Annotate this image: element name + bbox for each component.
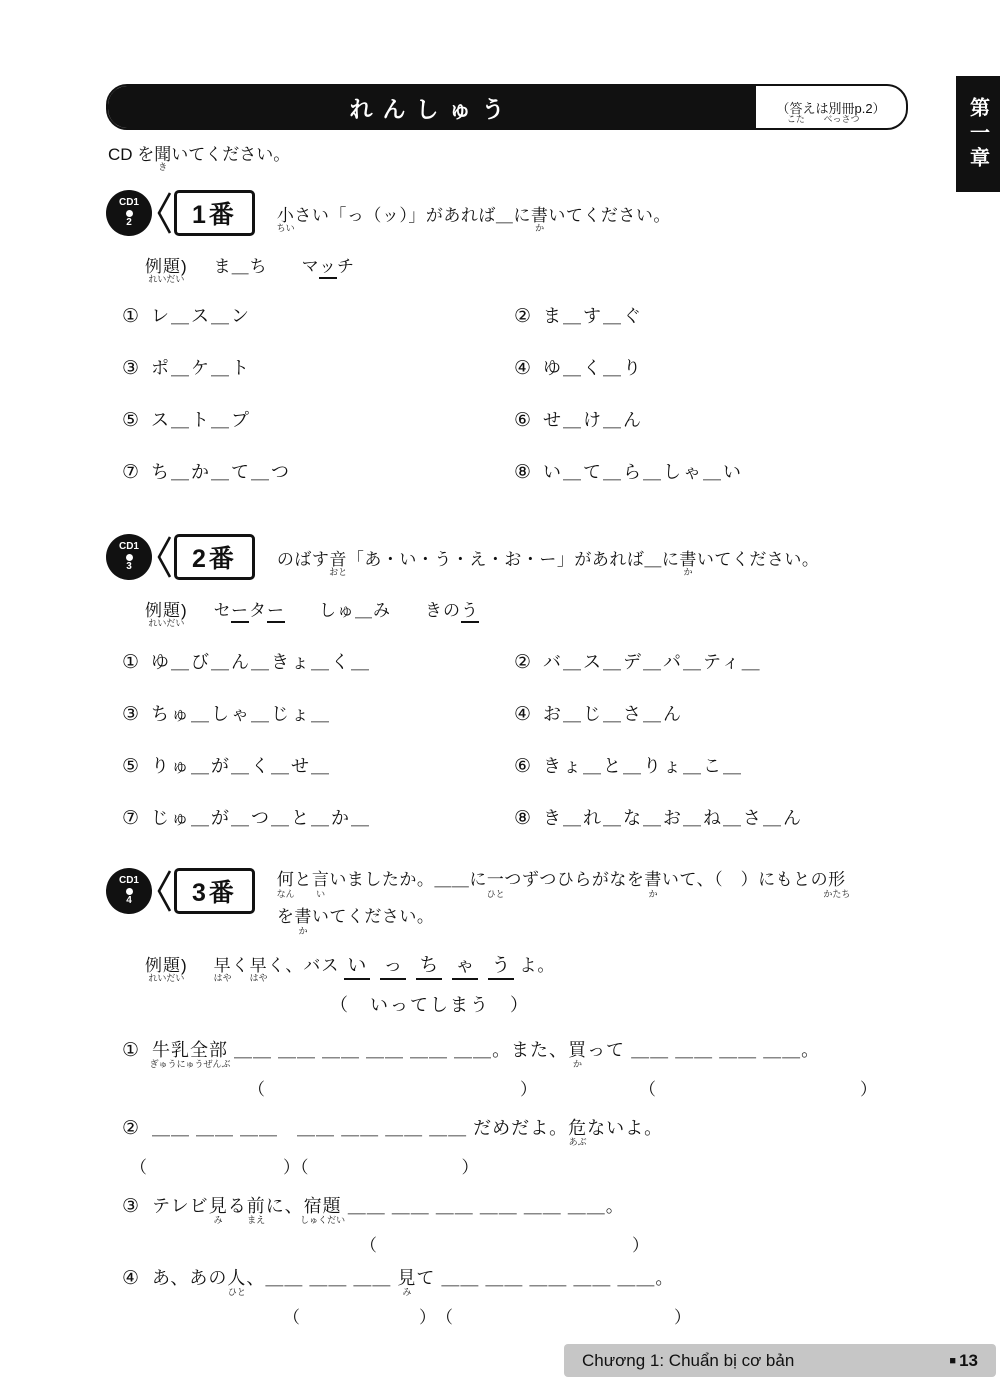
question-text: 。また、	[492, 1040, 569, 1060]
item-number: ⑦	[122, 808, 140, 829]
furigana: か	[683, 566, 693, 577]
example-marked-char: ッ	[319, 257, 337, 279]
item-number: ④	[514, 358, 532, 379]
ruby-word	[679, 545, 697, 577]
list-item	[514, 752, 912, 778]
question-base: 見	[397, 1268, 417, 1288]
question-text: テレビ	[152, 1196, 209, 1216]
exercise-number-box	[174, 190, 255, 236]
square-marker-icon: ■	[949, 1354, 957, 1367]
ruby-word	[823, 98, 860, 124]
furigana: しゅくだい	[300, 1215, 346, 1225]
cd-label: CD1	[118, 541, 139, 552]
section-1-example	[145, 252, 355, 284]
question-base: 宿題	[303, 1196, 342, 1216]
inst-text: つずつひらがなを	[504, 870, 645, 889]
ruby-word	[213, 951, 232, 983]
question-base: 前	[246, 1196, 266, 1216]
note-text: p.2）	[854, 100, 886, 116]
cd-label: CD1	[118, 197, 139, 208]
item-number: ①	[122, 1040, 141, 1061]
furigana: はや	[249, 973, 268, 983]
inst-base: 一	[486, 870, 505, 889]
cd-track-icon	[106, 534, 152, 580]
furigana: ぎゅうにゅうぜんぶ	[149, 1059, 231, 1069]
item-text: ちゅ＿しゃ＿じょ＿	[151, 704, 332, 724]
ruby-word	[249, 951, 268, 983]
item-text: レ＿ス＿ン	[151, 306, 252, 326]
inst-base: 書	[644, 870, 662, 889]
item-text: ま＿す＿ぐ	[543, 306, 644, 326]
intro-text: CD を	[108, 145, 155, 164]
note-base: 別冊	[828, 100, 855, 116]
list-item	[514, 648, 912, 674]
furigana: れいだい	[148, 618, 185, 628]
exercise-number-box	[174, 534, 255, 580]
example-base: 早	[213, 956, 232, 975]
item-number: ④	[122, 1268, 141, 1289]
example-word: しゅ＿み	[319, 601, 391, 620]
item-number: ④	[514, 704, 532, 725]
furigana: おと	[329, 566, 348, 577]
item-number: ⑥	[514, 410, 532, 431]
example-base: 早	[249, 956, 268, 975]
question-sentence	[122, 1266, 691, 1297]
question-base: 牛乳全部	[152, 1040, 229, 1060]
example-marked-char: う	[461, 601, 479, 623]
ruby-word	[568, 1116, 588, 1147]
example-text: よ。	[519, 956, 556, 975]
ruby-word	[486, 868, 505, 899]
ruby-word	[276, 201, 295, 233]
section-1-header	[106, 190, 671, 236]
question-text: 。	[605, 1196, 625, 1216]
section-3-example	[145, 950, 555, 1017]
question-text: って	[587, 1040, 626, 1060]
question-text: だめだよ。	[473, 1118, 569, 1138]
example-label	[145, 252, 188, 284]
answer-blanks: ＿＿ ＿＿ ＿＿ ＿＿ ＿＿	[435, 1268, 656, 1288]
furigana: れいだい	[148, 973, 185, 983]
inst-text: いてください。	[548, 205, 671, 225]
page-number: 13	[959, 1350, 978, 1370]
paren-answer-text: （ ） （ ）	[283, 1308, 691, 1327]
cd-track-icon	[106, 190, 152, 236]
section-2-items	[122, 648, 912, 830]
footer-bar	[564, 1344, 996, 1377]
question-text: に、	[265, 1196, 304, 1216]
connector-icon	[156, 190, 172, 236]
example-word: チ	[337, 257, 355, 276]
ruby-word	[568, 1038, 588, 1069]
ruby-word	[530, 201, 549, 233]
item-text: バ＿ス＿デ＿パ＿ティ＿	[543, 652, 762, 672]
ruby-word	[154, 140, 172, 172]
inst-base: 何	[276, 870, 295, 889]
answer-blanks: ＿＿ ＿＿ ＿＿ ＿＿ ＿＿ ＿＿	[341, 1196, 606, 1216]
question-text: て	[416, 1268, 436, 1288]
ruby-word	[644, 868, 662, 899]
furigana: か	[535, 222, 545, 233]
item-text: じゅ＿が＿つ＿と＿か＿	[151, 808, 372, 828]
furigana: なん	[276, 889, 295, 899]
example-label-text: 例題)	[145, 257, 188, 276]
inst-text: 「あ・い・う・え・お・ー」があれば＿に	[346, 549, 680, 569]
paren-answer-text: （ ）（ ）	[130, 1158, 479, 1177]
section-3-instruction	[276, 868, 851, 942]
item-number: ②	[514, 652, 532, 673]
inst-text: いましたか。＿＿に	[329, 870, 487, 889]
ruby-word	[208, 1194, 228, 1225]
question-base: 見	[208, 1196, 228, 1216]
exercise-number: 3番	[192, 879, 237, 907]
example-sentence	[145, 950, 556, 983]
list-item	[122, 804, 514, 830]
ruby-word	[246, 1194, 266, 1225]
item-text: りゅ＿が＿く＿せ＿	[151, 756, 332, 776]
exercise-number: 1番	[192, 201, 237, 229]
example-word: マ	[301, 257, 319, 276]
list-item	[122, 406, 514, 432]
item-number: ②	[514, 306, 532, 327]
item-number: ⑤	[122, 756, 140, 777]
example-word: きの	[425, 601, 461, 620]
section-2-header	[106, 534, 819, 580]
example-marked-char: ー	[267, 601, 285, 623]
answer-blanks: ＿＿ ＿＿ ＿＿ ＿＿	[625, 1040, 802, 1060]
answer-blanks: ＿＿ ＿＿ ＿＿ ＿＿	[278, 1118, 474, 1138]
example-word: セ	[213, 601, 231, 620]
list-item	[514, 406, 912, 432]
question-base: 買	[568, 1040, 588, 1060]
inst-base: 書	[679, 549, 697, 569]
ruby-word	[294, 905, 312, 936]
list-item	[514, 700, 912, 726]
connector-icon	[156, 868, 172, 914]
question-text: ないよ。	[587, 1118, 664, 1138]
note-base: 答	[789, 100, 803, 116]
question-1	[122, 1038, 877, 1100]
item-text: ポ＿ケ＿ト	[151, 358, 252, 378]
cd-hole	[126, 888, 133, 895]
example-word: タ	[249, 601, 267, 620]
section-1-instruction	[276, 201, 671, 233]
question-sentence	[122, 1194, 649, 1225]
item-text: お＿じ＿さ＿ん	[543, 704, 684, 724]
paren-answer-line	[283, 1303, 691, 1328]
ruby-word	[149, 1038, 231, 1069]
paren-answer-line	[248, 1075, 877, 1100]
furigana: み	[213, 1215, 223, 1225]
furigana: か	[573, 1059, 583, 1069]
inst-text: のばす	[276, 549, 330, 569]
page-title: れんしゅう	[349, 95, 515, 122]
item-text: ス＿ト＿プ	[151, 410, 252, 430]
chapter-tab	[956, 76, 1000, 192]
question-text: 。	[801, 1040, 821, 1060]
cd-label: CD1	[118, 875, 139, 886]
cd-track-number: 2	[126, 216, 132, 228]
ruby-word	[227, 1266, 247, 1297]
furigana: ひと	[227, 1287, 246, 1297]
inst-base: 言	[311, 870, 330, 889]
intro-base: 聞	[154, 145, 172, 164]
item-text: せ＿け＿ん	[543, 410, 644, 430]
list-item	[122, 354, 514, 380]
furigana: い	[316, 889, 326, 899]
ruby-word	[276, 868, 295, 899]
ruby-word	[823, 868, 851, 899]
question-sentence	[122, 1038, 877, 1069]
inst-base: 書	[530, 205, 549, 225]
example-marked-char: ー	[231, 601, 249, 623]
inst-text: いて、（ ）にもとの	[661, 870, 829, 889]
item-number: ①	[122, 306, 140, 327]
chapter-tab-label: 第一章	[966, 96, 989, 172]
item-number: ③	[122, 358, 140, 379]
page-number-group	[949, 1351, 978, 1371]
example-word: ま＿ち	[213, 257, 268, 276]
furigana: か	[298, 926, 308, 936]
list-item	[122, 302, 514, 328]
furigana: かたち	[823, 889, 851, 899]
inst-text: と	[294, 870, 312, 889]
instruction-line	[276, 868, 851, 899]
list-item	[122, 700, 514, 726]
question-text: 。	[655, 1268, 675, 1288]
note-paren-open: （	[776, 100, 790, 116]
furigana: き	[158, 162, 168, 172]
paren-answer-text: （ ）	[360, 1236, 649, 1255]
ruby-word	[329, 545, 348, 577]
paren-answer-text: （ ） （ ）	[248, 1080, 877, 1099]
footer-chapter-title: Chương 1: Chuẩn bị cơ bản	[582, 1350, 795, 1370]
question-2	[122, 1116, 663, 1178]
cd-hole	[126, 554, 133, 561]
inst-base: 音	[329, 549, 347, 569]
question-3	[122, 1194, 649, 1256]
example-written-answer: い っ ち ゃ う	[339, 956, 519, 975]
answer-reference-note	[756, 86, 906, 128]
intro-line	[108, 140, 291, 172]
instruction-line	[276, 905, 846, 936]
paren-answer-line	[130, 1153, 663, 1178]
item-text: ち＿か＿て＿つ	[151, 462, 292, 482]
inst-text: さい「っ（ッ）」があれば＿に	[294, 205, 531, 225]
item-text: ゆ＿く＿り	[543, 358, 644, 378]
cd-hole	[126, 210, 133, 217]
intro-text: いてください。	[171, 145, 291, 164]
item-number: ①	[122, 652, 140, 673]
item-number: ⑧	[514, 462, 532, 483]
page-title-bar	[108, 86, 756, 128]
section-1-items	[122, 302, 912, 484]
item-text: い＿て＿ら＿しゃ＿い	[543, 462, 744, 482]
question-text: 、	[246, 1268, 266, 1288]
inst-text: を	[276, 907, 295, 926]
item-number: ⑧	[514, 808, 532, 829]
list-item	[122, 648, 514, 674]
list-item	[514, 302, 912, 328]
exercise-number-box	[174, 868, 255, 914]
inst-base: 形	[828, 870, 846, 889]
question-sentence	[122, 1116, 664, 1147]
section-2-instruction	[276, 545, 820, 577]
item-number: ⑥	[514, 756, 532, 777]
item-text: きょ＿と＿りょ＿こ＿	[543, 756, 744, 776]
example-label	[145, 951, 188, 983]
example-label-text: 例題)	[145, 956, 188, 975]
example-text: く、バス	[267, 956, 340, 975]
furigana: あぶ	[568, 1137, 587, 1147]
ruby-word	[397, 1266, 417, 1297]
example-text: く	[231, 956, 250, 975]
question-base: 人	[227, 1268, 247, 1288]
item-number: ⑤	[122, 410, 140, 431]
question-text: る	[227, 1196, 247, 1216]
furigana: こた	[786, 113, 805, 124]
ruby-word	[786, 98, 805, 124]
item-number: ⑦	[122, 462, 140, 483]
list-item	[514, 804, 912, 830]
answer-blanks: ＿＿ ＿＿ ＿＿	[152, 1118, 279, 1138]
furigana: まえ	[247, 1215, 266, 1225]
furigana: か	[648, 889, 658, 899]
cd-track-number: 4	[126, 894, 132, 906]
furigana: み	[402, 1287, 412, 1297]
question-4	[122, 1266, 691, 1328]
list-item	[122, 458, 514, 484]
item-number: ③	[122, 704, 140, 725]
question-text: あ、あの	[152, 1268, 228, 1288]
furigana: はや	[213, 973, 232, 983]
item-number: ③	[122, 1196, 141, 1217]
cd-track-icon	[106, 868, 152, 914]
list-item	[514, 354, 912, 380]
inst-base: 小	[276, 205, 295, 225]
answer-blanks: ＿＿ ＿＿ ＿＿	[265, 1268, 398, 1288]
furigana: れいだい	[148, 274, 185, 284]
item-number: ②	[122, 1118, 141, 1139]
paren-answer-text: （ いってしまう ）	[330, 995, 530, 1015]
example-label-text: 例題)	[145, 601, 188, 620]
paren-answer-line	[360, 1231, 649, 1256]
ruby-word	[311, 868, 330, 899]
note-text: えは	[802, 100, 829, 116]
furigana: ちい	[276, 222, 295, 233]
question-base: 危	[568, 1118, 588, 1138]
example-label	[145, 596, 188, 628]
section-3-header	[106, 868, 851, 942]
item-text: き＿れ＿な＿お＿ね＿さ＿ん	[543, 808, 804, 828]
list-item	[514, 458, 912, 484]
inst-text: いてください。	[311, 907, 435, 926]
furigana: べっさつ	[823, 113, 860, 124]
furigana: ひと	[486, 889, 505, 899]
cd-track-number: 3	[126, 560, 132, 572]
page-header-box	[106, 84, 908, 130]
answer-blanks: ＿＿ ＿＿ ＿＿ ＿＿ ＿＿ ＿＿	[228, 1040, 493, 1060]
inst-base: 書	[294, 907, 312, 926]
section-2-example	[145, 596, 479, 628]
exercise-number: 2番	[192, 545, 237, 573]
item-text: ゆ＿び＿ん＿きょ＿く＿	[151, 652, 372, 672]
example-paren-answer	[330, 991, 555, 1017]
connector-icon	[156, 534, 172, 580]
ruby-word	[300, 1194, 346, 1225]
list-item	[122, 752, 514, 778]
inst-text: いてください。	[696, 549, 820, 569]
